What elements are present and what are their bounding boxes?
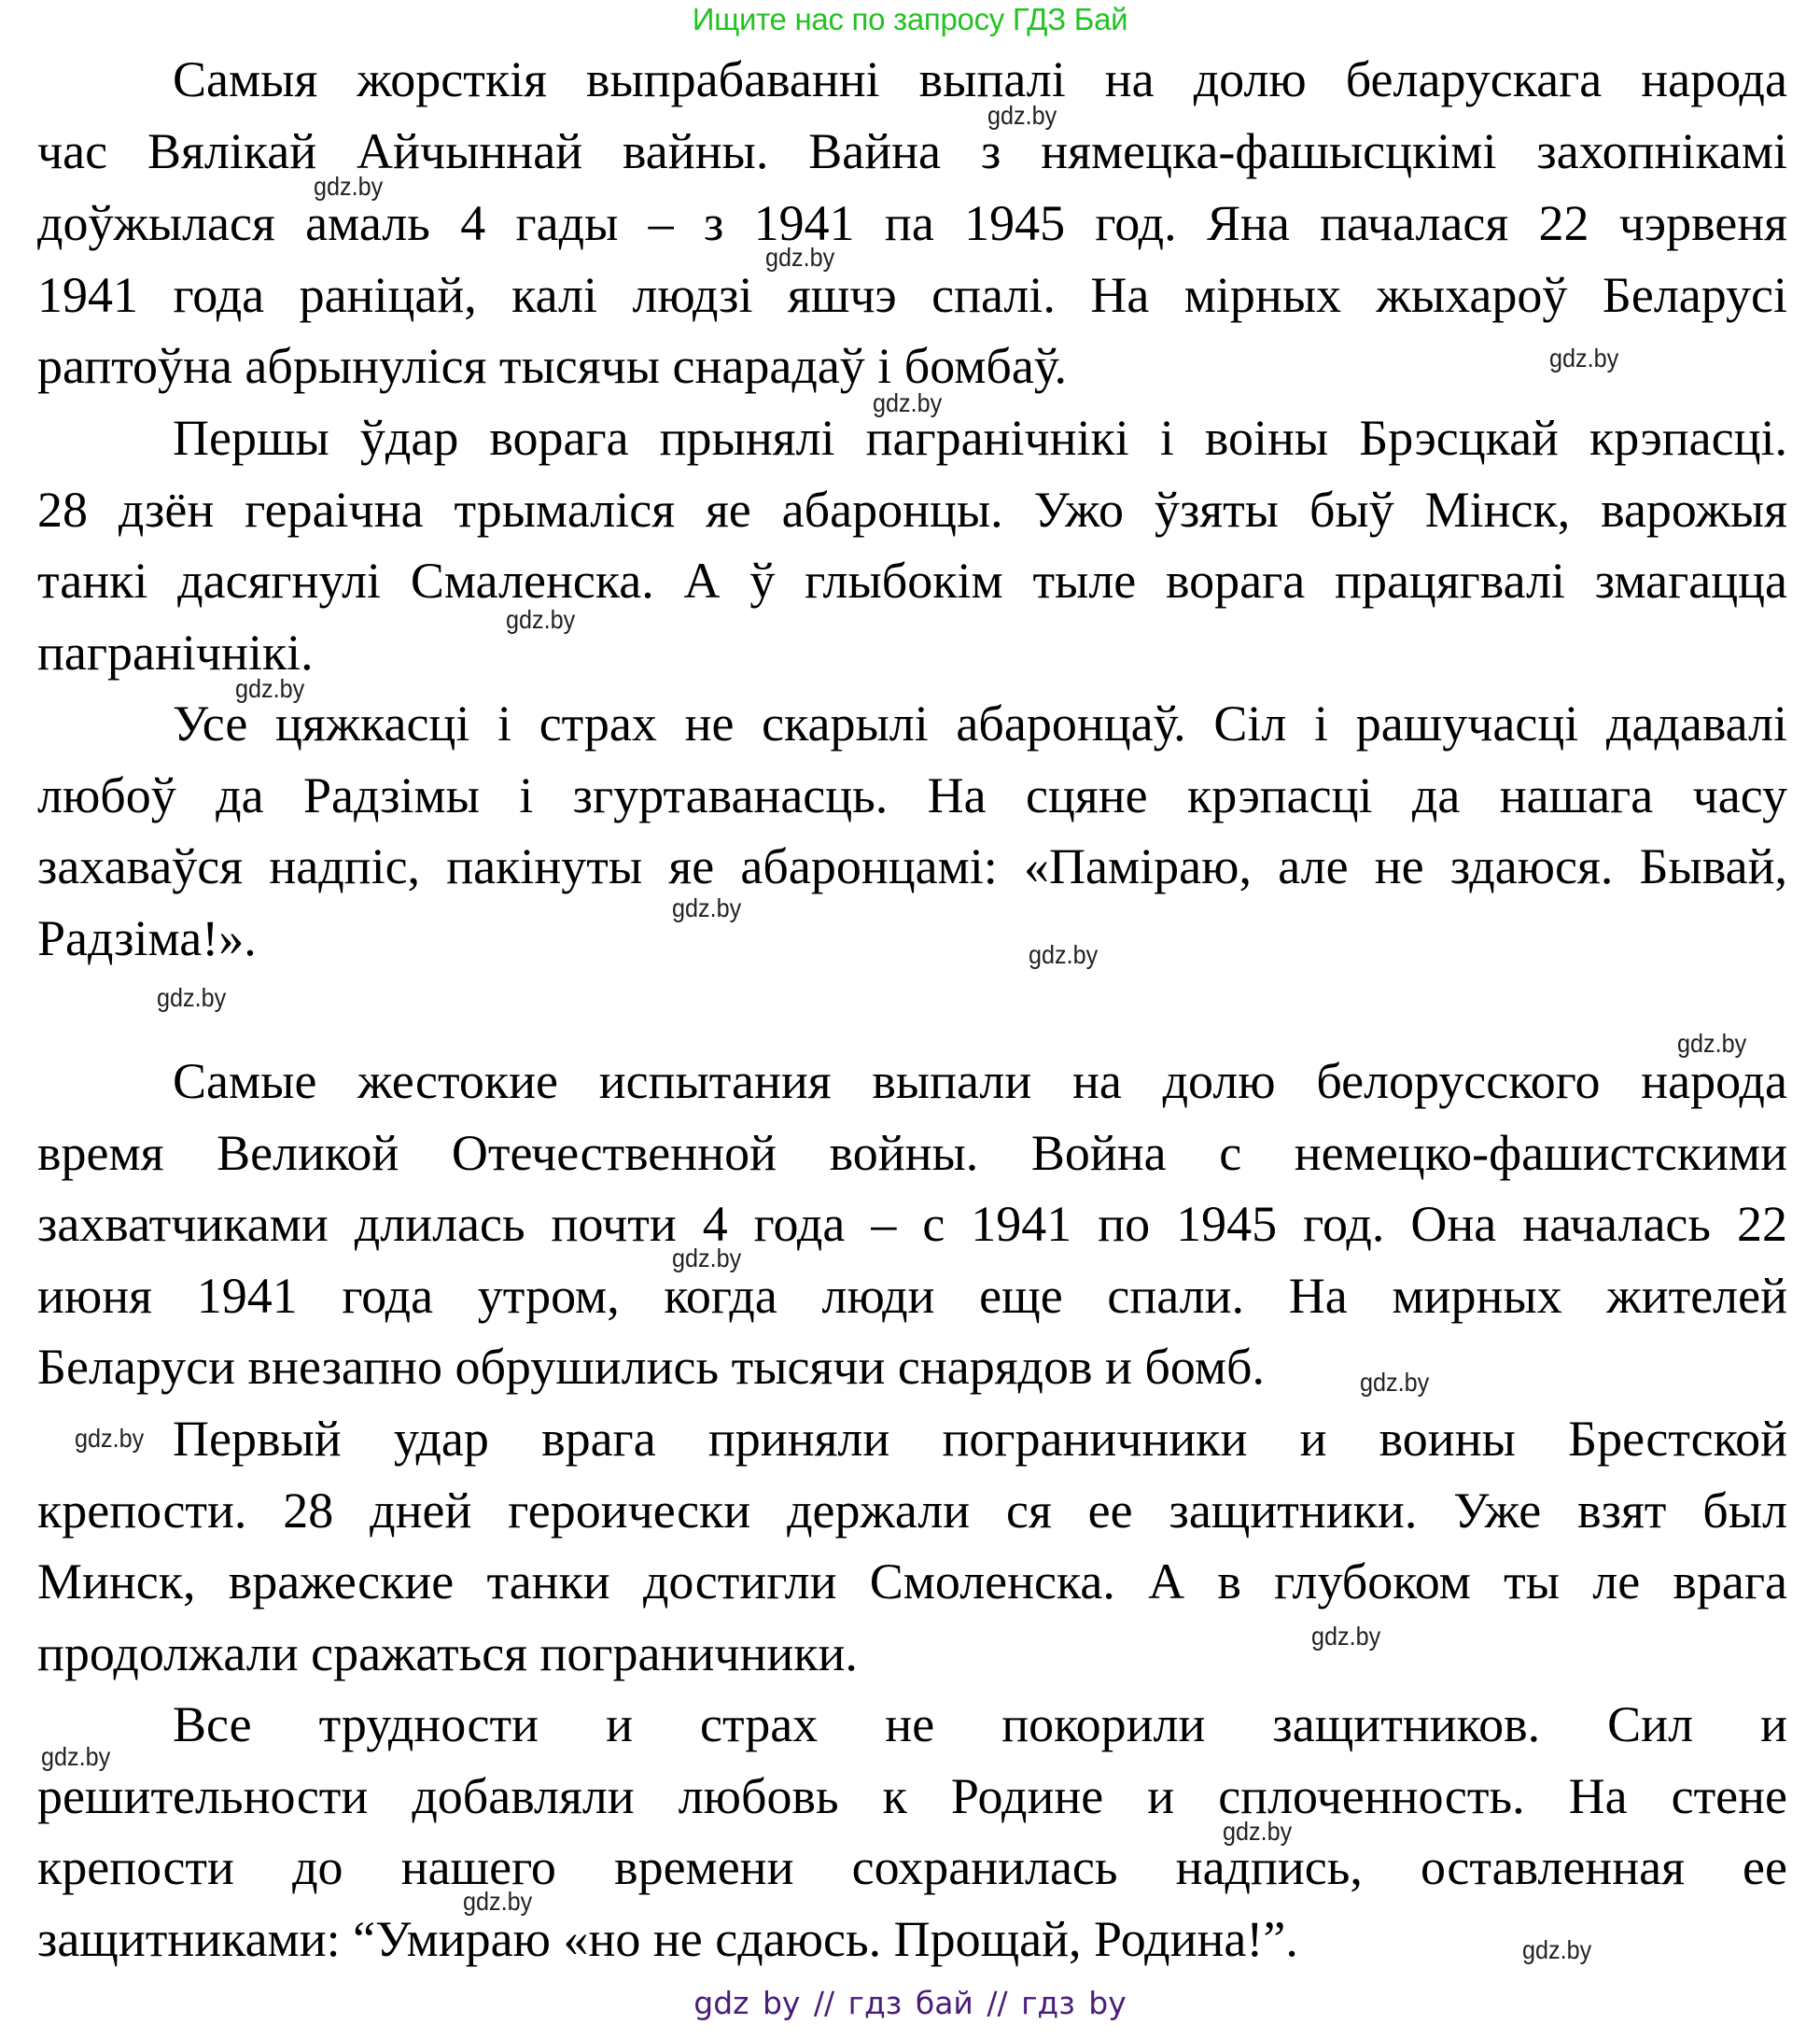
text-line: час Вялікай Айчыннай вайны. Вайна з нямецка-фашысцкімі захопнікамі	[37, 123, 1787, 179]
text-line: решительности добавляли любовь к Родине и сплоченность. На стене	[37, 1768, 1787, 1824]
text-line: 28 дзён гераічна трымаліся яе абаронцы. Ужо ўзяты быў Мінск, варожыя	[37, 482, 1787, 538]
watermark: gdz.by	[506, 605, 576, 634]
text-line: Первый удар врага приняли пограничники и воины Брестской	[173, 1411, 1787, 1467]
text-line: раптоўна абрынуліся тысячы снарадаў і бомбаў.	[37, 338, 1067, 394]
text-line: Беларуси внезапно обрушились тысячи снарядов и бомб.	[37, 1339, 1266, 1395]
text-line: крепости до нашего времени сохранилась надпись, оставленная ее	[37, 1839, 1787, 1895]
text-line: продолжали сражаться пограничники.	[37, 1625, 858, 1681]
site-footer: gdz by // гдз бай // гдз by	[693, 1985, 1127, 2021]
text-line: любоў да Радзімы і згуртаванасць. На сцяне крэпасці да нашага часу	[37, 767, 1787, 823]
watermark: gdz.by	[235, 674, 305, 703]
text-line: Самыя жорсткія выпрабаванні выпалі на долю беларускага народа	[173, 51, 1787, 107]
text-line: доўжылася амаль 4 гады – з 1941 па 1945 год. Яна пачалася 22 чэрвеня	[37, 195, 1787, 251]
watermark: gdz.by	[463, 1887, 533, 1916]
text-line: захаваўся надпіс, пакінуты яе абаронцамі: «Паміраю, але не здаюся. Бывай,	[37, 838, 1787, 894]
text-line: защитниками: “Умираю «но не сдаюсь. Прощай, Родина!”.	[37, 1911, 1298, 1967]
watermark: gdz.by	[75, 1424, 145, 1453]
watermark: gdz.by	[1677, 1029, 1747, 1058]
text-line: 1941 года раніцай, калі людзі яшчэ спалі. На мірных жыхароў Беларусі	[37, 267, 1787, 323]
watermark: gdz.by	[987, 101, 1057, 130]
text-line: июня 1941 года утром, когда люди еще спали. На мирных жителей	[37, 1268, 1787, 1324]
watermark: gdz.by	[873, 388, 943, 417]
text-line: Все трудности и страх не покорили защитников. Сил и	[173, 1696, 1787, 1752]
text-line: крепости. 28 дней героически держали ся ее защитники. Уже взят был	[37, 1483, 1787, 1539]
text-line: захватчиками длилась почти 4 года – с 1941 по 1945 год. Она началась 22	[37, 1196, 1787, 1252]
watermark: gdz.by	[157, 983, 227, 1012]
site-banner: Ищите нас по запросу ГДЗ Бай	[692, 2, 1128, 36]
text-line: пагранічнікі.	[37, 625, 314, 681]
text-line: Самые жестокие испытания выпали на долю белорусского народа	[173, 1053, 1787, 1109]
watermark: gdz.by	[672, 1244, 742, 1272]
watermark: gdz.by	[672, 893, 742, 922]
watermark: gdz.by	[41, 1742, 111, 1771]
text-line: время Великой Отечественной войны. Война с немецко-фашистскими	[37, 1125, 1787, 1181]
watermark: gdz.by	[314, 172, 384, 201]
text-line: Минск, вражеские танки достигли Смоленска. А в глубоком ты ле врага	[37, 1553, 1787, 1609]
text-line: Першы ўдар ворага прынялі пагранічнікі і воіны Брэсцкай крэпасці.	[173, 410, 1787, 466]
watermark: gdz.by	[1223, 1817, 1293, 1846]
watermark: gdz.by	[1522, 1935, 1592, 1964]
watermark: gdz.by	[1360, 1368, 1430, 1397]
text-line: Усе цяжкасці і страх не скарылі абаронцаў. Сіл і рашучасці дадавалі	[173, 696, 1787, 752]
watermark: gdz.by	[1029, 940, 1099, 969]
watermark: gdz.by	[765, 243, 835, 272]
watermark: gdz.by	[1549, 344, 1619, 372]
text-line: танкі дасягнулі Смаленска. А ў глыбокім тыле ворага працягвалі змагацца	[37, 553, 1787, 609]
text-line: Радзіма!».	[37, 910, 257, 966]
watermark: gdz.by	[1311, 1622, 1381, 1651]
